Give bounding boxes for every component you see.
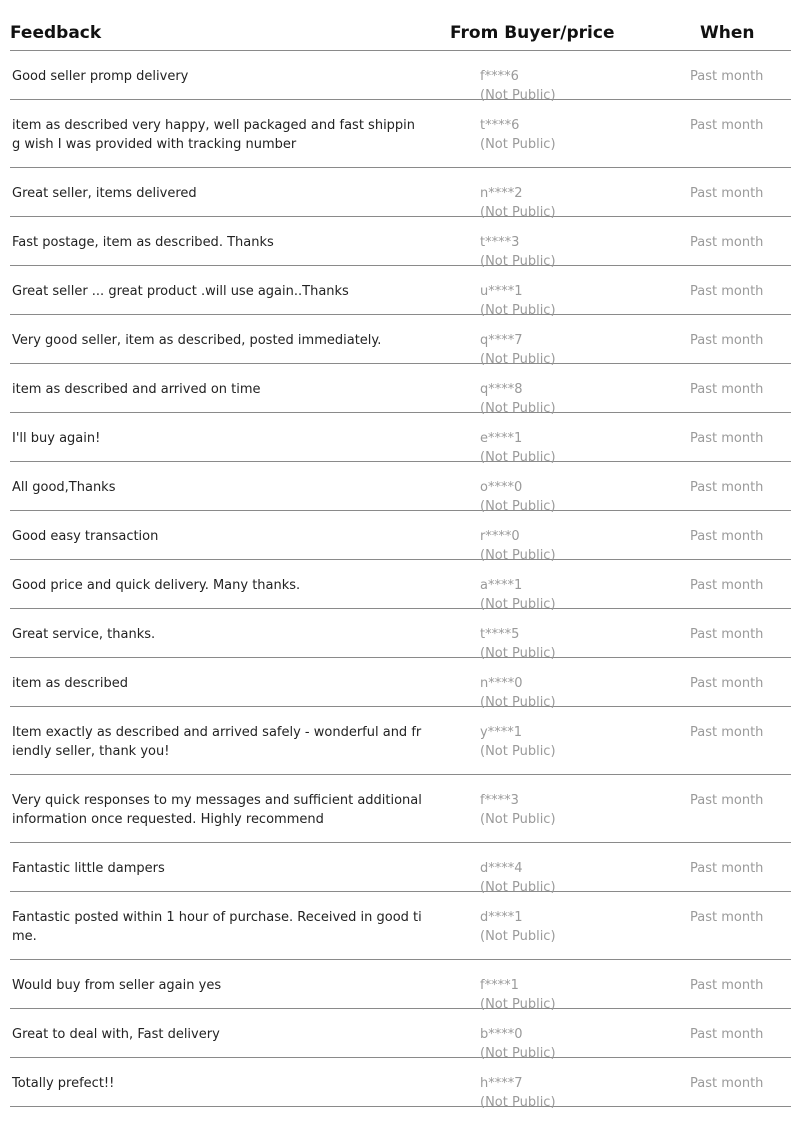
feedback-text: Very good seller, item as described, posted immediately.	[12, 333, 382, 348]
buyer-visibility: (Not Public)	[480, 880, 556, 895]
buyer-visibility: (Not Public)	[480, 450, 556, 465]
feedback-text: item as described and arrived on time	[12, 382, 261, 397]
feedback-date: Past month	[690, 235, 764, 250]
feedback-date: Past month	[690, 529, 764, 544]
table-row	[10, 707, 791, 775]
table-row	[10, 168, 791, 220]
feedback-date: Past month	[690, 578, 764, 593]
buyer-cell	[480, 1074, 556, 1112]
feedback-date: Past month	[690, 725, 764, 740]
buyer-visibility: (Not Public)	[480, 303, 556, 318]
buyer-id: e****1	[480, 431, 523, 446]
feedback-date: Past month	[690, 910, 764, 925]
feedback-date: Past month	[690, 118, 764, 133]
buyer-id: q****8	[480, 382, 523, 397]
feedback-date: Past month	[690, 627, 764, 642]
buyer-id: t****5	[480, 627, 520, 642]
feedback-date: Past month	[690, 284, 764, 299]
buyer-visibility: (Not Public)	[480, 997, 556, 1012]
feedback-text: Fantastic little dampers	[12, 861, 165, 876]
table-header	[10, 0, 791, 51]
feedback-date: Past month	[690, 793, 764, 808]
table-row	[10, 892, 791, 960]
buyer-id: f****3	[480, 793, 519, 808]
feedback-date: Past month	[690, 1076, 764, 1091]
table-row	[10, 462, 791, 514]
buyer-id: r****0	[480, 529, 520, 544]
buyer-id: d****4	[480, 861, 523, 876]
table-row	[10, 843, 791, 895]
table-row	[10, 100, 791, 168]
feedback-text: Great to deal with, Fast delivery	[12, 1027, 220, 1042]
buyer-visibility: (Not Public)	[480, 929, 556, 944]
buyer-id: n****2	[480, 186, 523, 201]
table-row	[10, 413, 791, 465]
buyer-visibility: (Not Public)	[480, 548, 556, 563]
buyer-id: y****1	[480, 725, 522, 740]
buyer-id: t****3	[480, 235, 520, 250]
feedback-text: All good,Thanks	[12, 480, 116, 495]
feedback-date: Past month	[690, 978, 764, 993]
feedback-text: Great service, thanks.	[12, 627, 156, 642]
buyer-id: d****1	[480, 910, 523, 925]
buyer-visibility: (Not Public)	[480, 205, 556, 220]
feedback-date: Past month	[690, 480, 764, 495]
feedback-date: Past month	[690, 431, 764, 446]
feedback-text: Good seller promp delivery	[12, 69, 189, 84]
buyer-id: n****0	[480, 676, 523, 691]
table-row	[10, 315, 791, 367]
feedback-text: Good price and quick delivery. Many thanks.	[12, 578, 301, 593]
buyer-visibility: (Not Public)	[480, 88, 556, 103]
feedback-text: I'll buy again!	[12, 431, 101, 446]
table-row	[10, 1009, 791, 1061]
feedback-text: Great seller ... great product .will use again..Thanks	[12, 284, 349, 299]
feedback-date: Past month	[690, 382, 764, 397]
buyer-id: f****1	[480, 978, 519, 993]
feedback-text: Fast postage, item as described. Thanks	[12, 235, 274, 250]
buyer-visibility: (Not Public)	[480, 812, 556, 827]
buyer-cell	[480, 908, 556, 946]
feedback-date: Past month	[690, 69, 764, 84]
table-row	[10, 775, 791, 843]
buyer-visibility: (Not Public)	[480, 352, 556, 367]
feedback-table	[10, 0, 791, 1110]
feedback-text: item as described very happy, well packaged and fast shipping wish I was provided with tracking number	[12, 118, 416, 152]
feedback-text: Very quick responses to my messages and sufficient additional information once requested. Highly recommend	[12, 793, 422, 827]
feedback-text: Totally prefect!!	[12, 1076, 115, 1091]
buyer-visibility: (Not Public)	[480, 744, 556, 759]
feedback-date: Past month	[690, 186, 764, 201]
table-row	[10, 960, 791, 1012]
buyer-visibility: (Not Public)	[480, 1095, 556, 1110]
buyer-visibility: (Not Public)	[480, 254, 556, 269]
table-row	[10, 217, 791, 269]
table-row	[10, 364, 791, 416]
feedback-date: Past month	[690, 861, 764, 876]
buyer-id: a****1	[480, 578, 523, 593]
table-row	[10, 1058, 791, 1110]
feedback-text: item as described	[12, 676, 129, 691]
feedback-date: Past month	[690, 1027, 764, 1042]
table-row	[10, 658, 791, 710]
table-row	[10, 51, 791, 103]
feedback-text: Good easy transaction	[12, 529, 159, 544]
buyer-id: b****0	[480, 1027, 523, 1042]
table-row	[10, 560, 791, 612]
buyer-visibility: (Not Public)	[480, 499, 556, 514]
column-header-when: When	[700, 23, 755, 43]
table-row	[10, 511, 791, 563]
column-header-feedback: Feedback	[10, 23, 102, 43]
feedback-date: Past month	[690, 333, 764, 348]
buyer-id: o****0	[480, 480, 523, 495]
feedback-text: Fantastic posted within 1 hour of purchase. Received in good time.	[12, 910, 422, 944]
table-row	[10, 609, 791, 661]
buyer-visibility: (Not Public)	[480, 401, 556, 416]
buyer-visibility: (Not Public)	[480, 1046, 556, 1061]
buyer-cell	[480, 723, 556, 761]
feedback-text: Would buy from seller again yes	[12, 978, 222, 993]
buyer-id: f****6	[480, 69, 519, 84]
buyer-id: t****6	[480, 118, 520, 133]
feedback-text: Item exactly as described and arrived safely - wonderful and friendly seller, thank you!	[12, 725, 422, 759]
buyer-cell	[480, 116, 556, 154]
buyer-visibility: (Not Public)	[480, 646, 556, 661]
buyer-visibility: (Not Public)	[480, 137, 556, 152]
buyer-cell	[480, 791, 556, 829]
buyer-visibility: (Not Public)	[480, 597, 556, 612]
table-row	[10, 266, 791, 318]
buyer-id: h****7	[480, 1076, 523, 1091]
column-header-buyer: From Buyer/price	[450, 23, 615, 43]
buyer-id: q****7	[480, 333, 523, 348]
feedback-date: Past month	[690, 676, 764, 691]
buyer-id: u****1	[480, 284, 523, 299]
feedback-text: Great seller, items delivered	[12, 186, 197, 201]
buyer-visibility: (Not Public)	[480, 695, 556, 710]
